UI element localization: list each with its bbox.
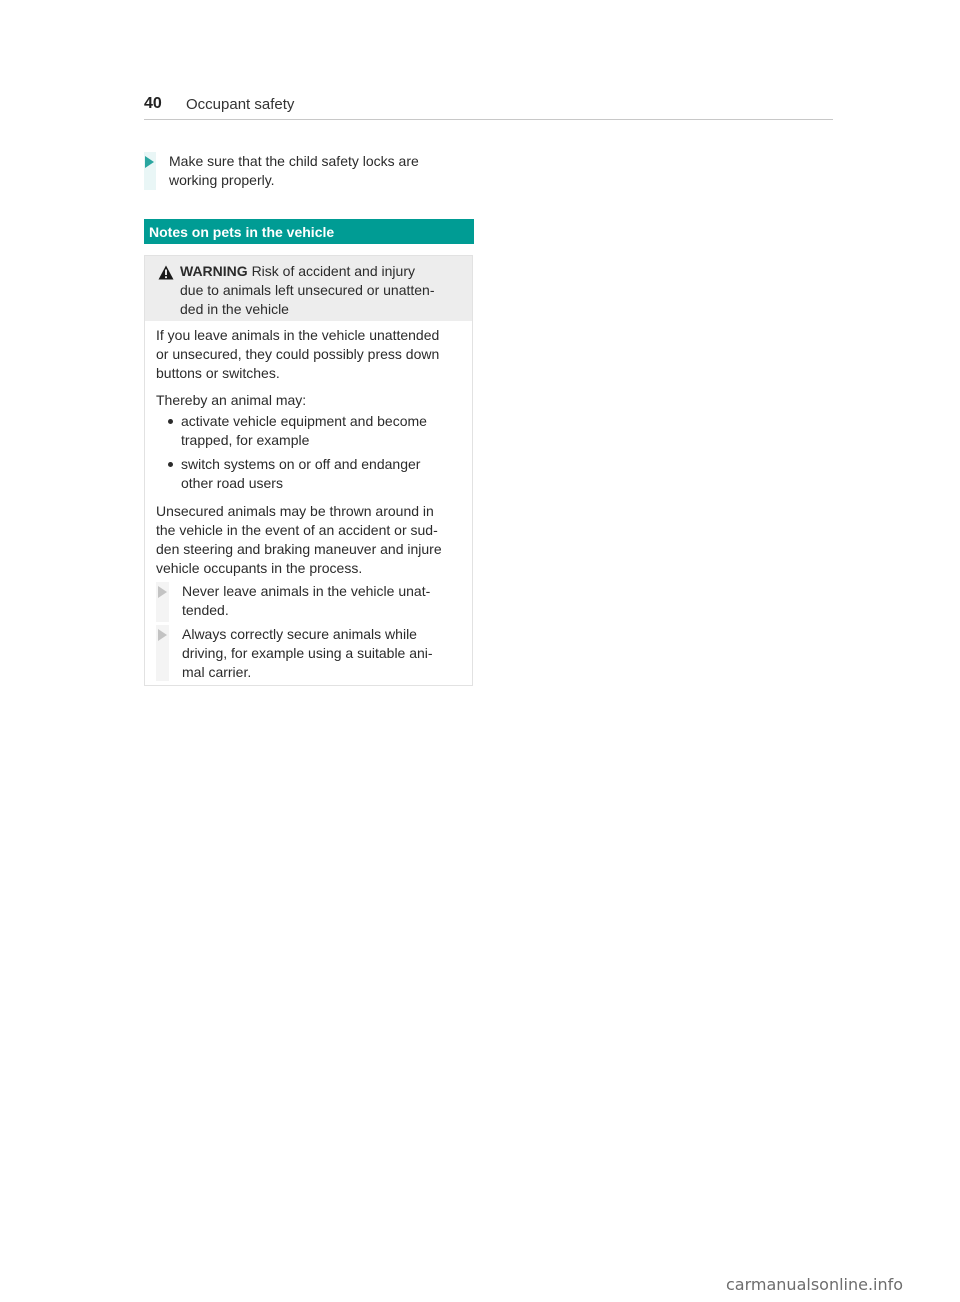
warning-heading-line: ded in the vehicle (180, 301, 289, 317)
warning-paragraph: If you leave animals in the vehicle unattended or unsecured, they could possibly press down buttons or switches. (156, 327, 440, 381)
warning-box (144, 255, 473, 686)
warning-heading (145, 256, 472, 321)
list-item: switch systems on or off and endanger other road users (156, 455, 468, 493)
play-arrow-icon (158, 629, 167, 641)
play-arrow-icon (158, 586, 167, 598)
page-number: 40 (144, 95, 162, 112)
warning-label: WARNING (180, 263, 248, 279)
step-text: Make sure that the child safety locks are working properly. (169, 153, 419, 188)
watermark: carmanualsonline.info (726, 1275, 904, 1294)
page-header (144, 95, 833, 120)
warning-paragraph: Thereby an animal may: (156, 392, 307, 408)
section-title: Notes on pets in the vehicle (149, 224, 335, 240)
warning-paragraph: Unsecured animals may be thrown around in the vehicle in the event of an accident or sud- den steering and braking maneuver and injure vehicle occupants in the process. (156, 503, 442, 576)
instruction-step (144, 152, 474, 190)
warning-heading-line: due to animals left unsecured or unatten- (180, 282, 435, 298)
play-arrow-icon (145, 156, 154, 168)
section-header (144, 219, 474, 244)
bullet-icon (168, 462, 173, 467)
warning-triangle-icon (158, 265, 174, 280)
chapter-title: Occupant safety (186, 96, 295, 113)
bullet-icon (168, 419, 173, 424)
instruction-step: Always correctly secure animals while driving, for example using a suitable ani- mal carrier. (156, 625, 468, 681)
warning-heading-line: Risk of accident and injury (251, 263, 415, 279)
instruction-step: Never leave animals in the vehicle unat- tended. (156, 582, 468, 622)
list-item: activate vehicle equipment and become trapped, for example (156, 412, 468, 450)
